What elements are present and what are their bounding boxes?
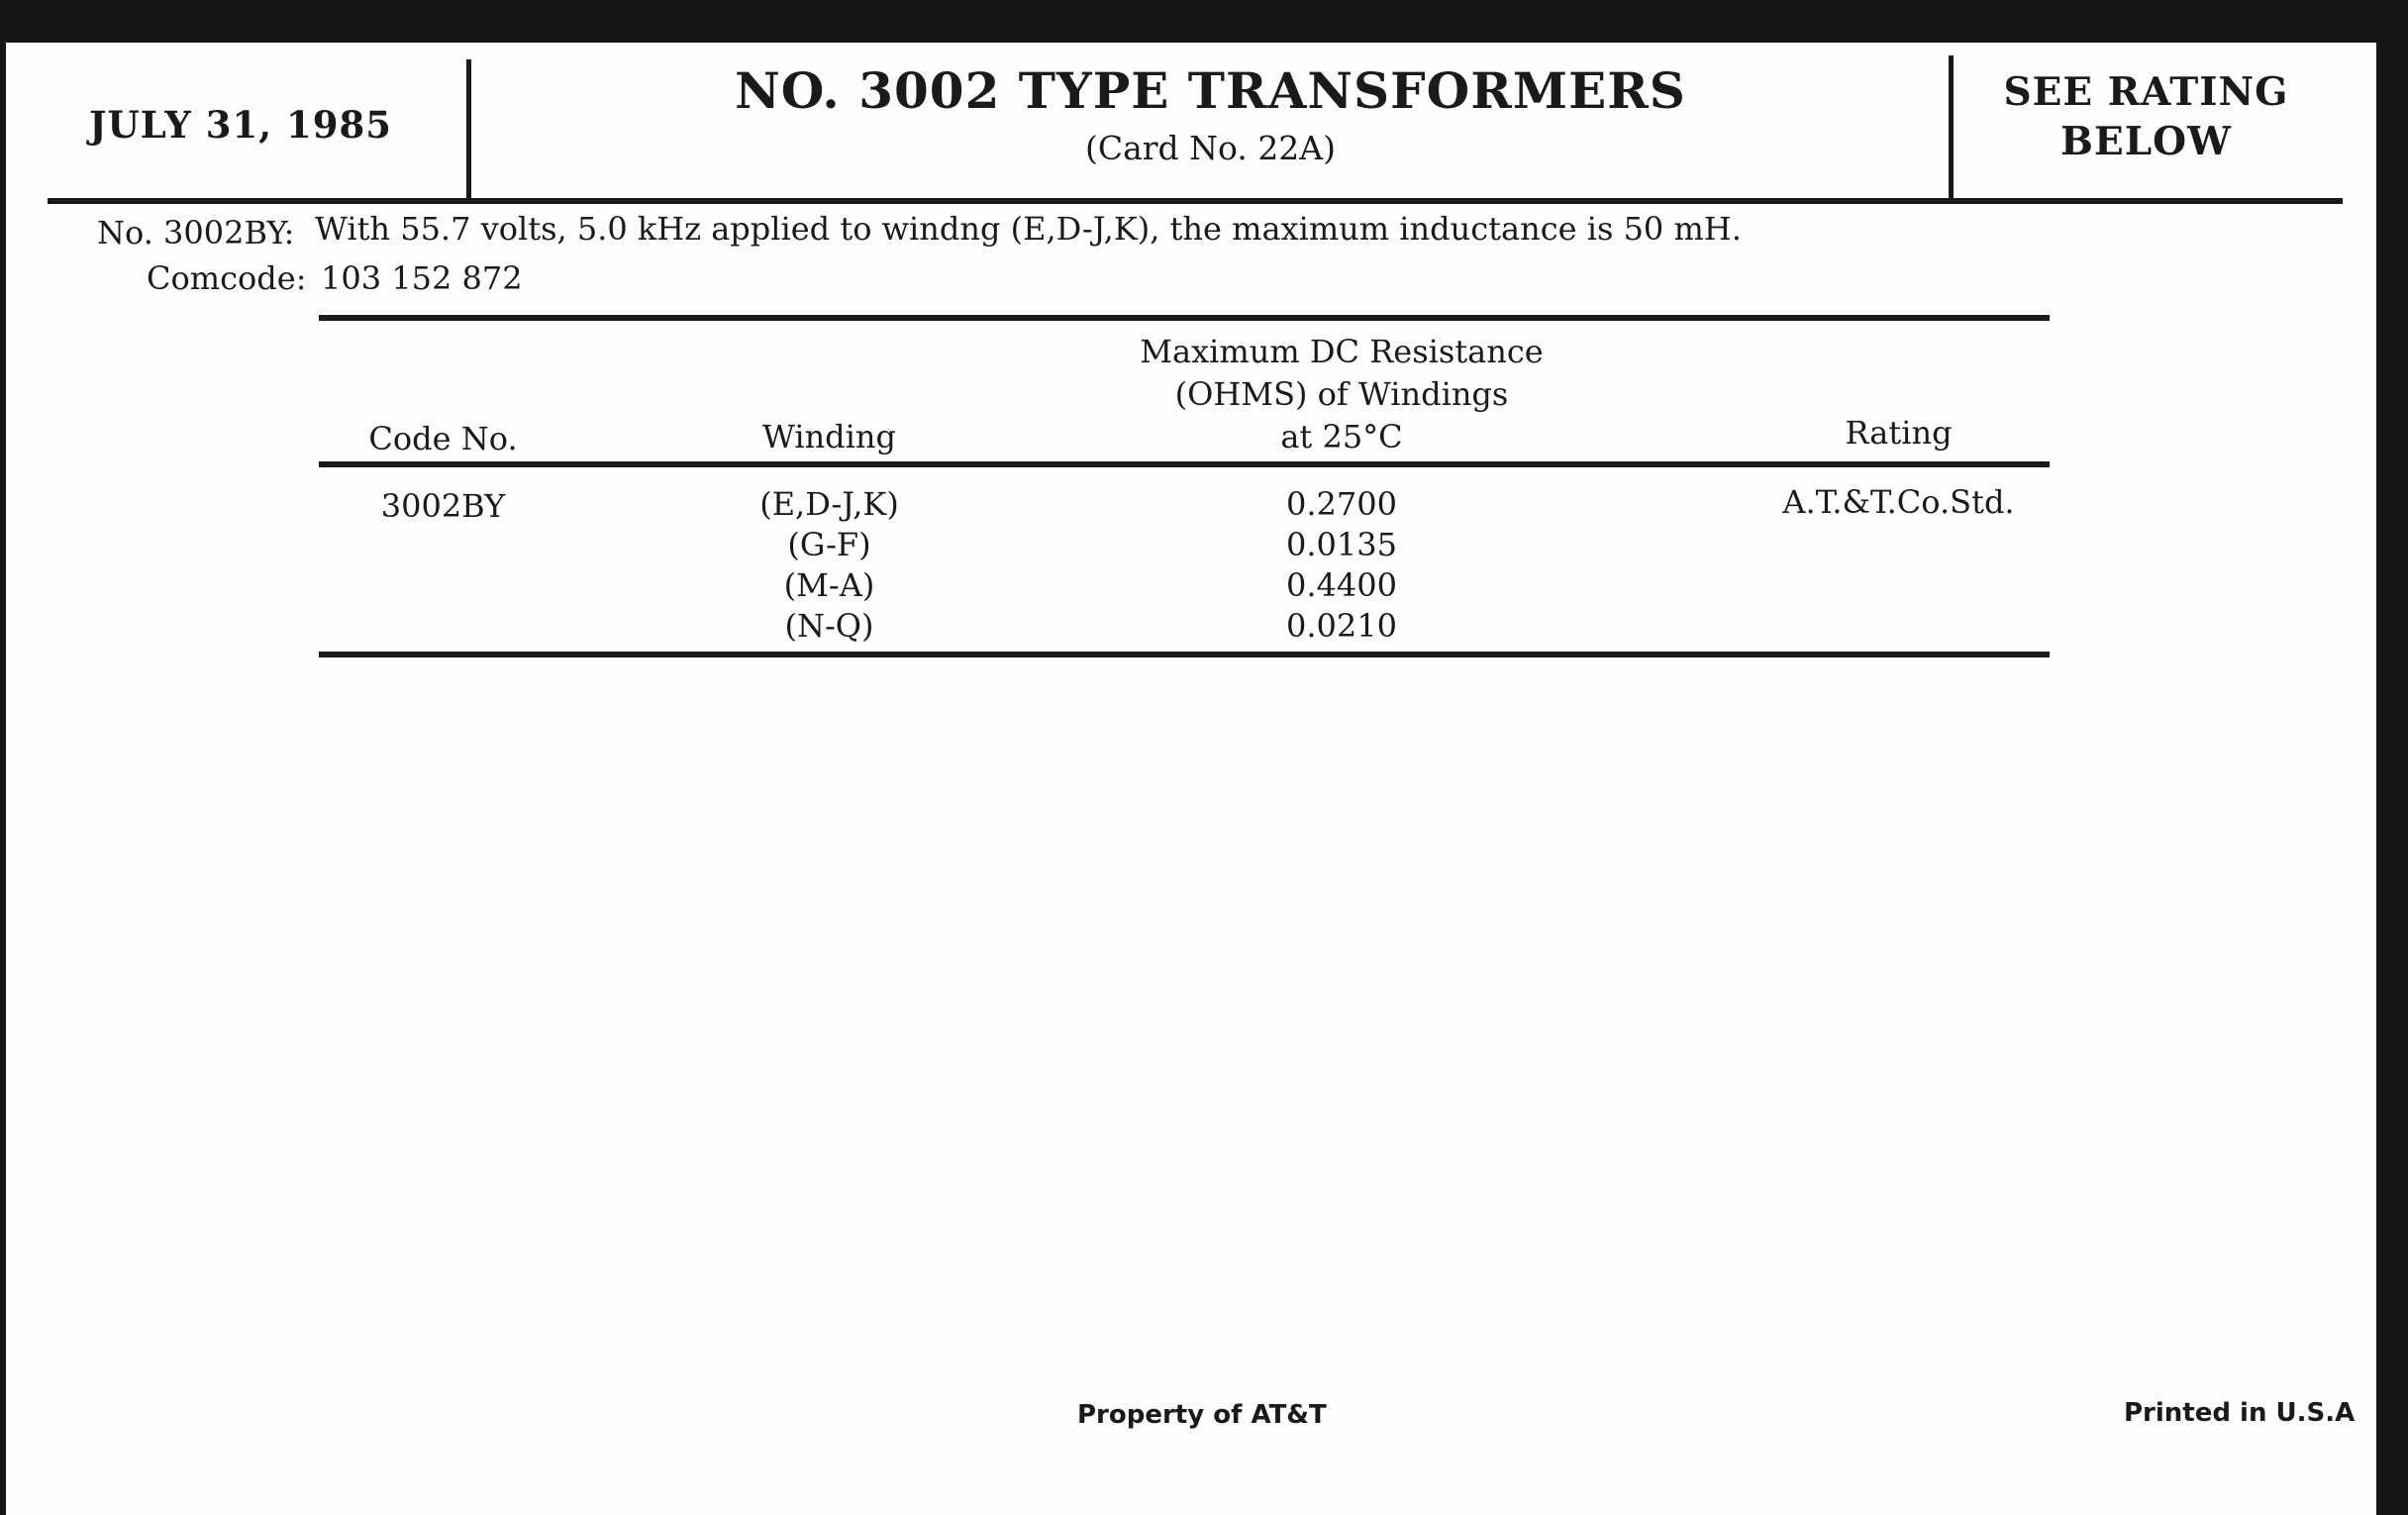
col-header-resistance xyxy=(1064,331,1619,458)
header-rating-line2: BELOW xyxy=(2060,119,2232,164)
col-header-resistance-line2: (OHMS) of Windings xyxy=(1174,375,1509,413)
table-header-rule xyxy=(319,461,2050,467)
header-divider-right xyxy=(1949,55,1954,200)
cell-resistance: 0.0210 xyxy=(1286,607,1397,645)
inductance-note: With 55.7 volts, 5.0 kHz applied to windng (E,D-J,K), the maximum inductance is 50 mH. xyxy=(315,210,1742,248)
scan-border-top xyxy=(0,0,2408,43)
table-top-rule xyxy=(319,315,2050,321)
cell-rating: A.T.&T.Co.Std. xyxy=(1782,483,2015,521)
col-header-resistance-line1: Maximum DC Resistance xyxy=(1140,333,1544,370)
cell-winding: (M-A) xyxy=(783,566,875,604)
cell-resistance: 0.0135 xyxy=(1286,526,1397,563)
cell-winding: (E,D-J,K) xyxy=(759,485,899,523)
scan-border-right xyxy=(2376,0,2408,1515)
code-label: No. 3002BY: xyxy=(97,214,295,252)
footer-printed: Printed in U.S.A xyxy=(2124,1398,2356,1428)
header-rating-note xyxy=(1956,67,2337,166)
col-header-resistance-line3: at 25°C xyxy=(1280,418,1403,455)
header-rating-line1: SEE RATING xyxy=(2003,69,2289,115)
header-rule xyxy=(48,198,2343,204)
footer-property: Property of AT&T xyxy=(1077,1400,1327,1430)
card-date: JULY 31, 1985 xyxy=(89,103,392,147)
card-title: NO. 3002 TYPE TRANSFORMERS xyxy=(735,61,1686,120)
cell-resistance: 0.4400 xyxy=(1286,566,1397,604)
cell-winding: (N-Q) xyxy=(784,607,874,645)
col-header-winding: Winding xyxy=(762,418,896,455)
col-header-rating: Rating xyxy=(1845,414,1953,452)
table-bottom-rule xyxy=(319,652,2050,657)
comcode-label: Comcode: xyxy=(147,259,307,297)
cell-winding: (G-F) xyxy=(787,526,871,563)
card-subtitle: (Card No. 22A) xyxy=(1084,129,1337,167)
cell-code: 3002BY xyxy=(380,487,506,525)
comcode-value: 103 152 872 xyxy=(321,259,523,297)
col-header-code: Code No. xyxy=(368,420,518,457)
cell-resistance: 0.2700 xyxy=(1286,485,1397,523)
